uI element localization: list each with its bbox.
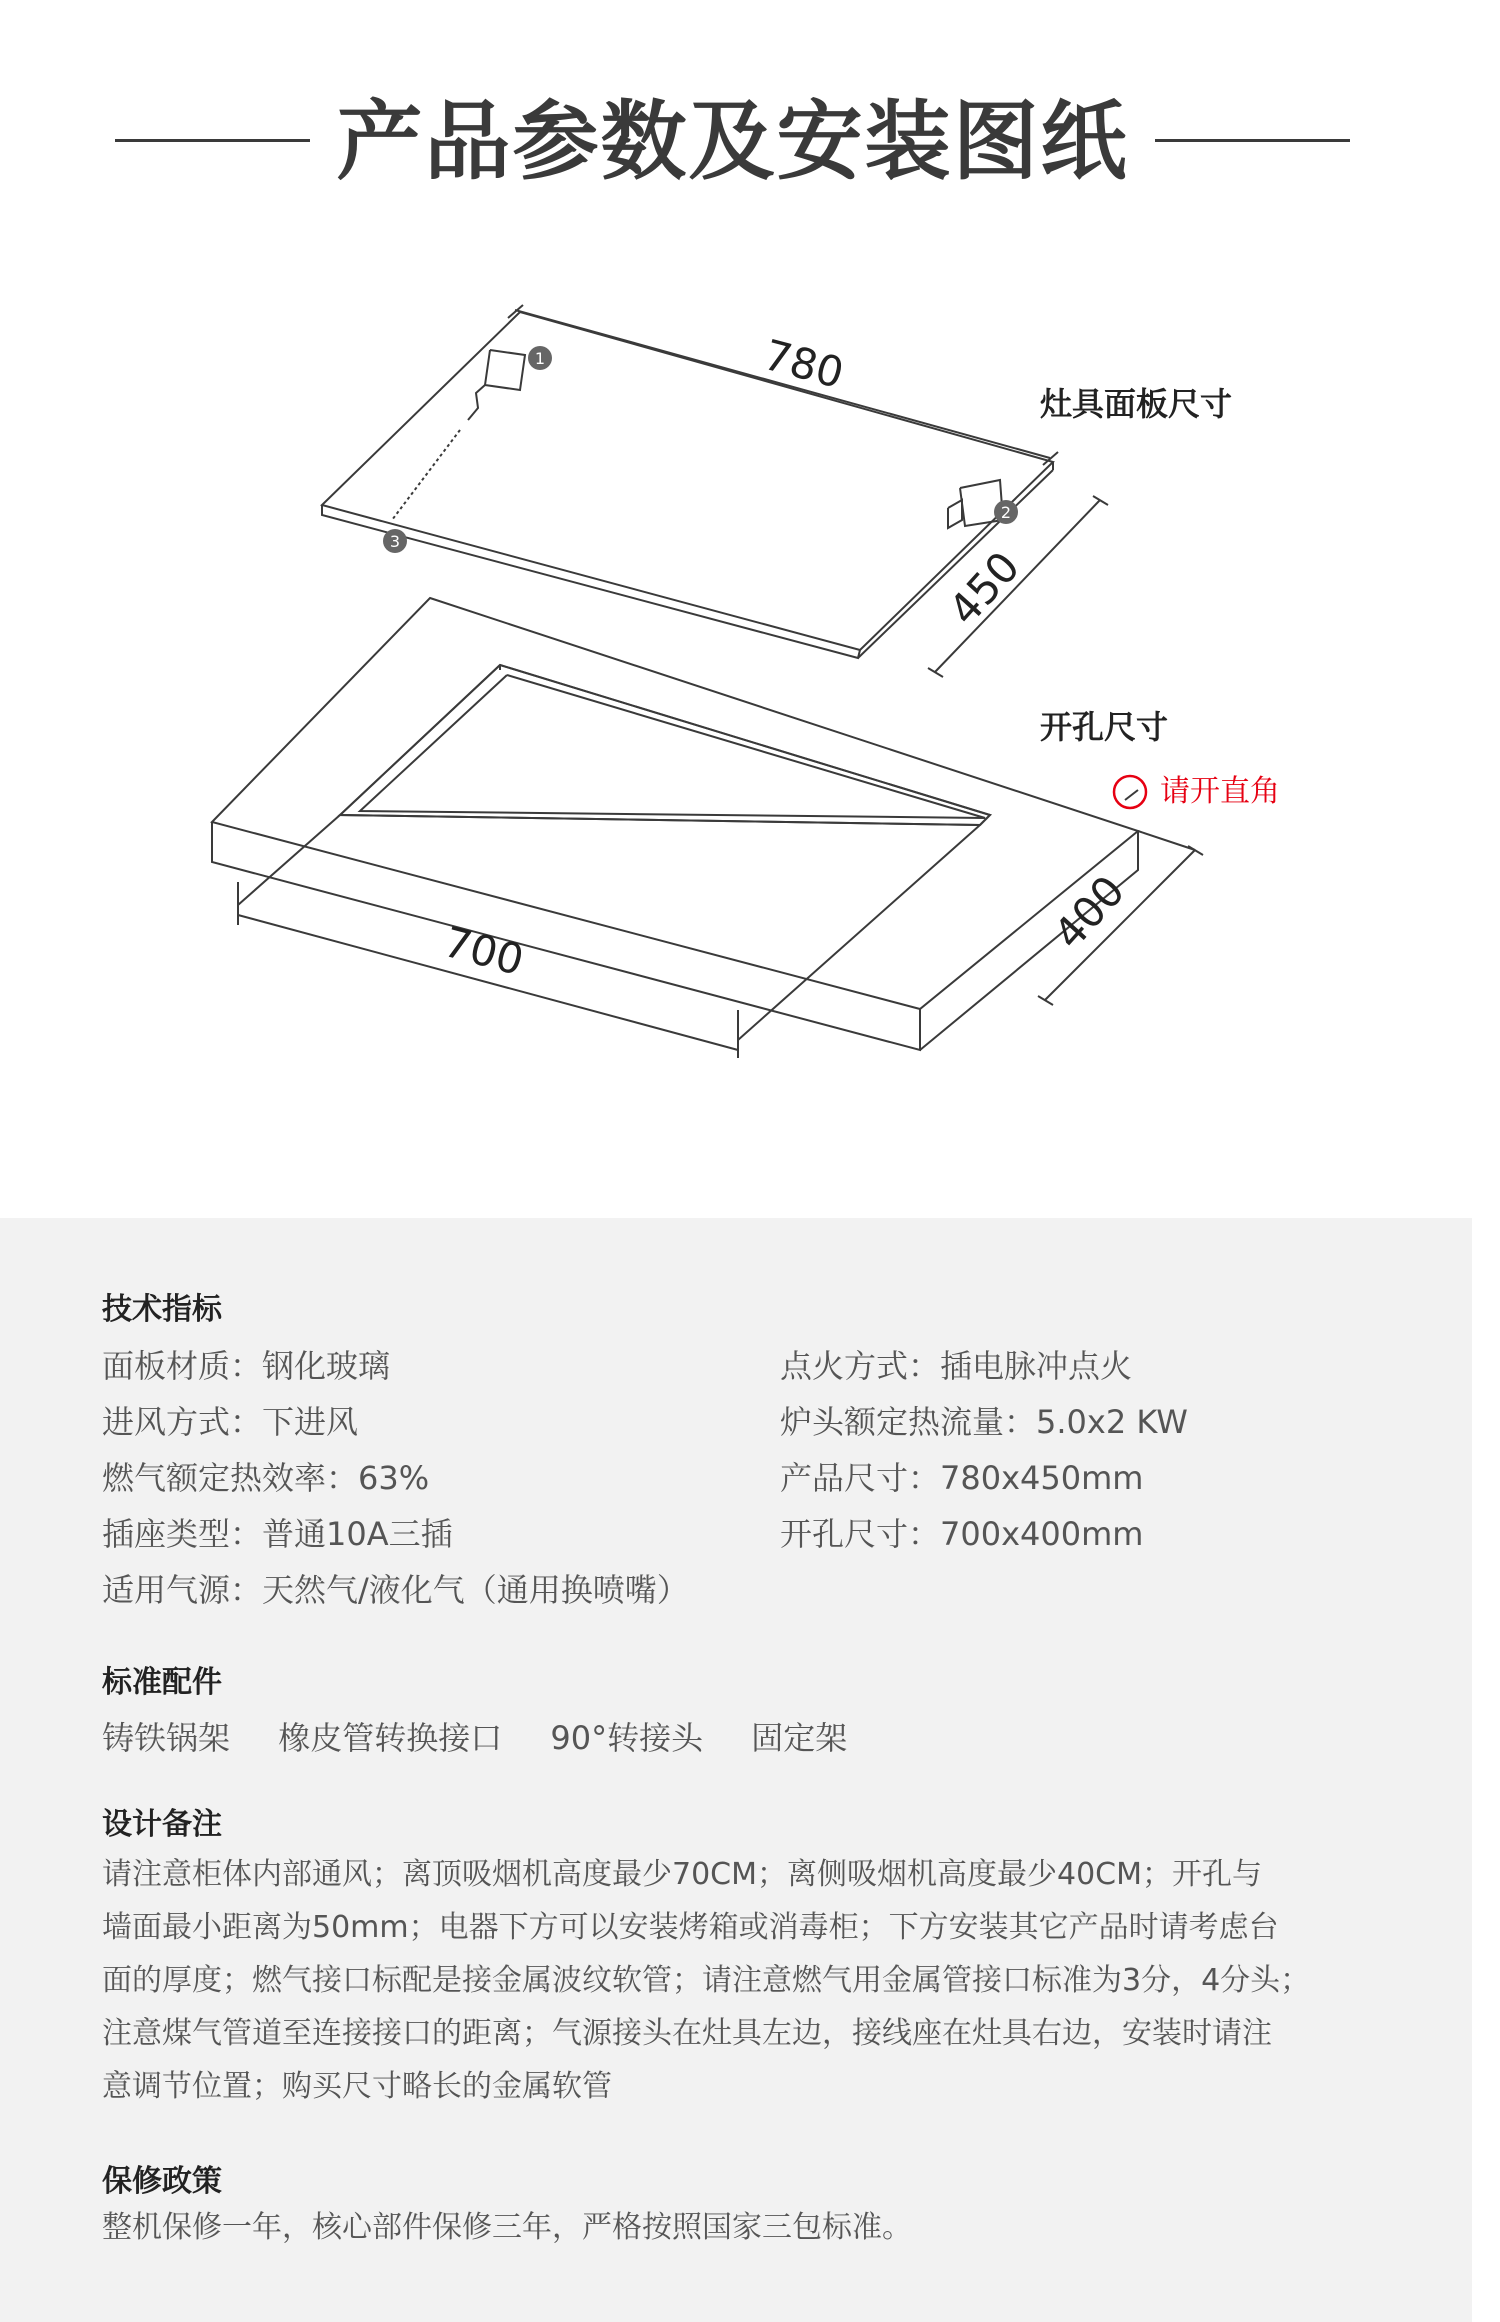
spec-air-intake: 进风方式：下进风 — [102, 1403, 359, 1441]
accessory-item: 铸铁锅架 — [102, 1719, 231, 1757]
cutout-corner-leader — [1125, 790, 1138, 800]
svg-text:3: 3 — [389, 532, 401, 551]
design-notes-title: 设计备注 — [102, 1807, 222, 1842]
cutout-size-label: 开孔尺寸 — [1040, 708, 1169, 746]
dim-400-extension — [1138, 831, 1195, 850]
accessories-title: 标准配件 — [102, 1665, 222, 1700]
marker-3 — [383, 529, 407, 553]
accessories-list — [102, 1718, 885, 1758]
tech-specs-title: 技术指标 — [102, 1292, 222, 1327]
marker-1 — [528, 346, 552, 370]
warranty-title: 保修政策 — [102, 2164, 222, 2199]
dim-400-tick-bottom — [1038, 996, 1053, 1005]
accessory-item: 90°转接头 — [550, 1719, 704, 1757]
dim-450-tick-bottom — [928, 668, 943, 677]
accessory-item: 橡皮管转换接口 — [278, 1719, 503, 1757]
spec-gas-source: 适用气源：天然气/液化气（通用换喷嘴） — [102, 1571, 689, 1609]
page-header — [0, 80, 1500, 200]
notes-line: 注意煤气管道至连接接口的距离；气源接头在灶具左边，接线座在灶具右边，安装时请注 — [102, 2016, 1272, 2051]
dimension-450: 450 — [939, 542, 1030, 635]
installation-diagram — [0, 250, 1500, 1070]
spec-socket-type: 插座类型：普通10A三插 — [102, 1515, 453, 1553]
spec-product-size: 产品尺寸：780x450mm — [780, 1459, 1144, 1497]
dimension-700: 700 — [438, 916, 529, 986]
notes-line: 意调节位置；购买尺寸略长的金属软管 — [102, 2069, 612, 2104]
page-title: 产品参数及安装图纸 — [336, 92, 1129, 192]
spec-heat-flow: 炉头额定热流量：5.0x2 KW — [780, 1403, 1188, 1441]
spec-panel-material: 面板材质：钢化玻璃 — [102, 1347, 391, 1385]
panel-size-label: 灶具面板尺寸 — [1040, 385, 1233, 423]
svg-text:1: 1 — [534, 349, 546, 368]
corner-note: 请开直角 — [1160, 774, 1280, 809]
notes-line: 面的厚度；燃气接口标配是接金属波纹软管；请注意燃气用金属管接口标准为3分，4分头； — [102, 1963, 1311, 1998]
svg-text:2: 2 — [1000, 503, 1012, 522]
dimension-780: 780 — [758, 329, 849, 399]
spec-cutout-size: 开孔尺寸：700x400mm — [780, 1515, 1144, 1553]
design-notes-text — [102, 1848, 1392, 2113]
accessory-item: 固定架 — [751, 1719, 848, 1757]
spec-thermal-efficiency: 燃气额定热效率：63% — [102, 1459, 430, 1497]
spec-ignition: 点火方式：插电脉冲点火 — [780, 1347, 1133, 1385]
notes-line: 请注意柜体内部通风；离顶吸烟机高度最少70CM；离侧吸烟机高度最少40CM；开孔与 — [102, 1857, 1263, 1892]
marker-2 — [994, 500, 1018, 524]
warranty-text: 整机保修一年，核心部件保修三年，严格按照国家三包标准。 — [102, 2210, 912, 2245]
corner-highlight-circle — [1114, 776, 1146, 808]
notes-line: 墙面最小距离为50mm；电器下方可以安装烤箱或消毒柜；下方安装其它产品时请考虑台 — [102, 1910, 1279, 1945]
spec-section — [0, 1218, 1472, 2322]
dimension-400: 400 — [1044, 866, 1135, 959]
title-rule-right — [1155, 139, 1350, 142]
title-rule-left — [115, 139, 310, 142]
